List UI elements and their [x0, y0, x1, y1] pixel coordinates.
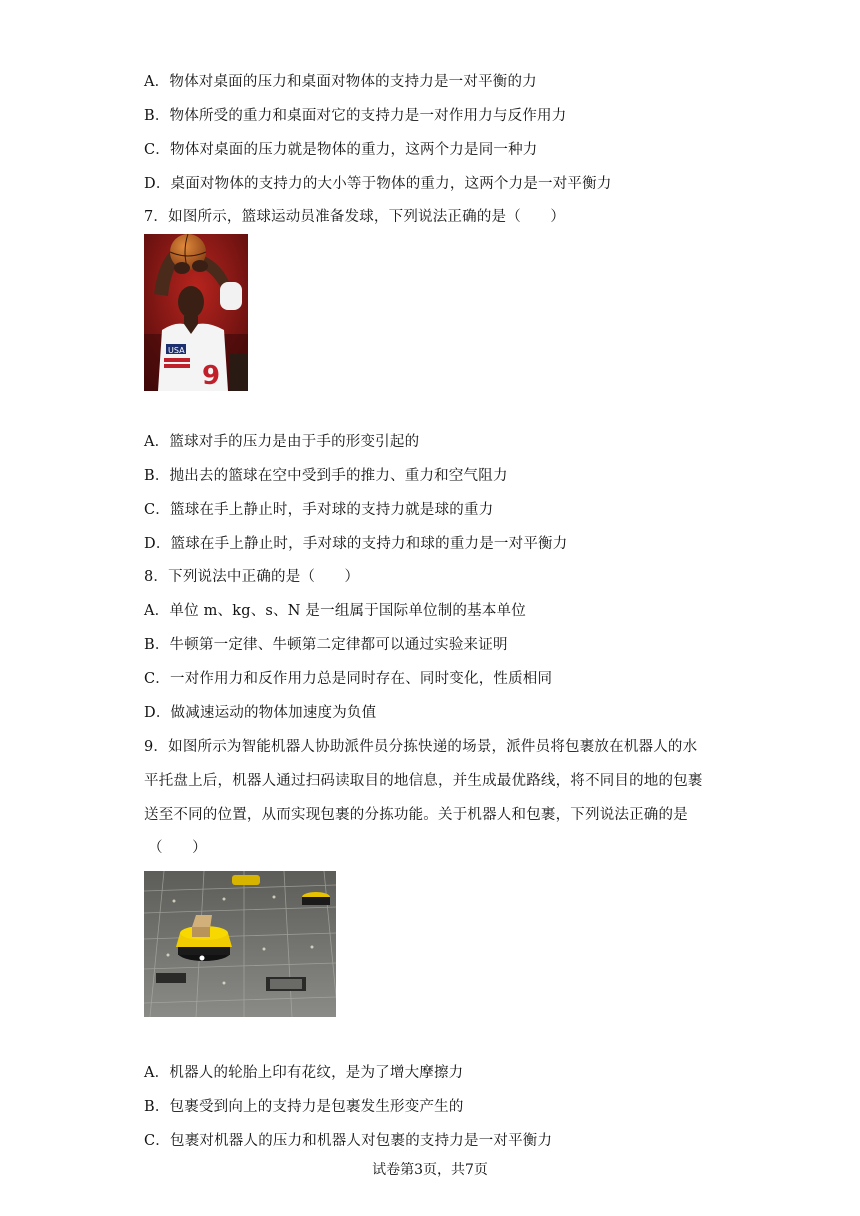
q9-stem-line-3: 送至不同的位置，从而实现包裹的分拣功能。关于机器人和包裹，下列说法正确的是 [144, 807, 688, 823]
svg-text:USA: USA [168, 346, 185, 355]
sorting-robot-photo [144, 871, 336, 1017]
q6-option-a: A．物体对桌面的压力和桌面对物体的支持力是一对平衡的力 [144, 74, 537, 90]
svg-text:9: 9 [202, 361, 221, 391]
q7-option-d: D．篮球在手上静止时，手对球的支持力和球的重力是一对平衡力 [144, 536, 568, 552]
q6-option-b: B．物体所受的重力和桌面对它的支持力是一对作用力与反作用力 [144, 108, 567, 124]
q9-option-a: A．机器人的轮胎上印有花纹，是为了增大摩擦力 [144, 1065, 464, 1081]
q9-stem-line-4: （ ） [148, 840, 207, 856]
q9-stem-line-1: 9．如图所示为智能机器人协助派件员分拣快递的场景，派件员将包裹放在机器人的水 [144, 739, 698, 755]
q9-option-b: B．包裹受到向上的支持力是包裹发生形变产生的 [144, 1099, 464, 1115]
q6-option-c: C．物体对桌面的压力就是物体的重力，这两个力是同一种力 [144, 142, 538, 158]
q9-option-c: C．包裹对机器人的压力和机器人对包裹的支持力是一对平衡力 [144, 1133, 553, 1149]
q7-option-c: C．篮球在手上静止时，手对球的支持力就是球的重力 [144, 502, 494, 518]
q7-option-a: A．篮球对手的压力是由于手的形变引起的 [144, 434, 420, 450]
q6-option-d: D．桌面对物体的支持力的大小等于物体的重力，这两个力是一对平衡力 [144, 176, 612, 192]
q8-stem: 8．下列说法中正确的是（ ） [144, 569, 360, 585]
q9-stem-line-2: 平托盘上后，机器人通过扫码读取目的地信息，并生成最优路线，将不同目的地的包裹 [144, 773, 703, 789]
page-footer: 试卷第3页，共7页 [372, 1162, 488, 1178]
q7-option-b: B．抛出去的篮球在空中受到手的推力、重力和空气阻力 [144, 468, 508, 484]
q8-option-d: D．做减速运动的物体加速度为负值 [144, 705, 377, 721]
q7-stem: 7．如图所示，篮球运动员准备发球，下列说法正确的是（ ） [144, 209, 566, 225]
q8-option-b: B．牛顿第一定律、牛顿第二定律都可以通过实验来证明 [144, 637, 508, 653]
q8-option-c: C．一对作用力和反作用力总是同时存在、同时变化，性质相同 [144, 671, 553, 687]
basketball-player-photo [144, 234, 248, 391]
q8-option-a: A．单位 m、kg、s、N 是一组属于国际单位制的基本单位 [144, 603, 526, 619]
